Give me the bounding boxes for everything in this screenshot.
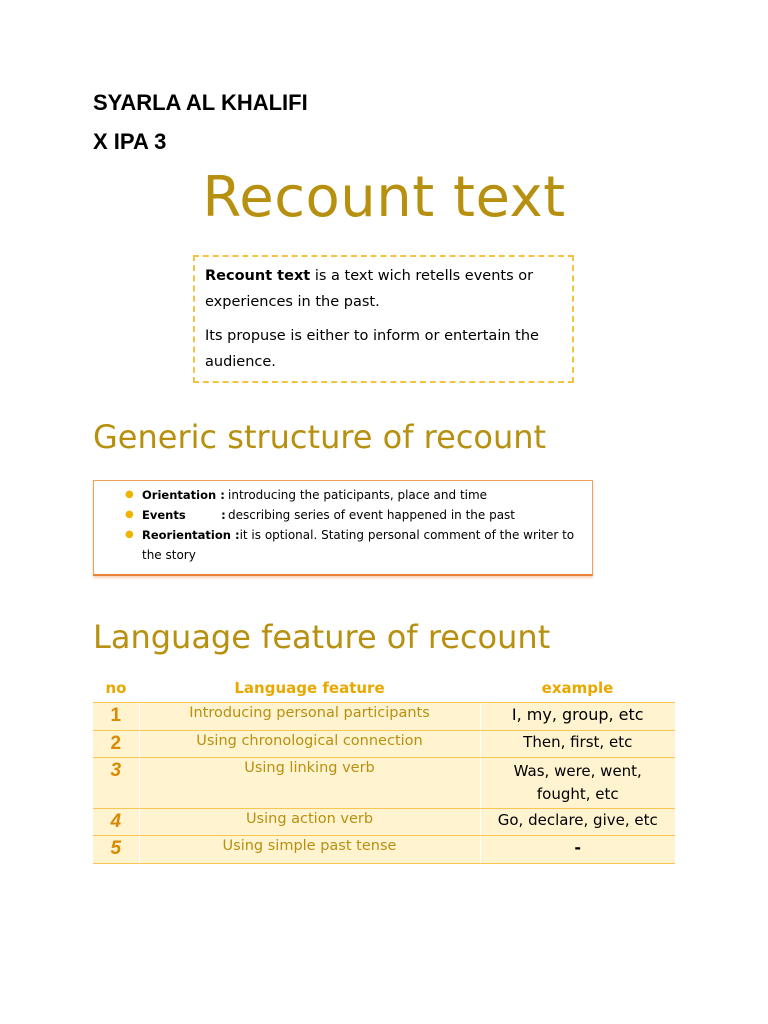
definition-text: is a text wich retells events or experiences in the past. <box>205 268 534 310</box>
page-title: Recount text <box>202 165 566 230</box>
definition-box <box>193 255 574 383</box>
row-example: Then, first, etc <box>480 731 675 758</box>
structure-desc: describing series of event happened in the past <box>228 508 516 522</box>
structure-list <box>114 485 584 565</box>
definition-term: Recount text <box>205 268 311 284</box>
row-feature: Using simple past tense <box>139 836 480 864</box>
row-number: 4 <box>93 809 139 836</box>
bullet-icon: ● <box>125 509 134 520</box>
row-feature: Using chronological connection <box>139 731 480 758</box>
column-header-example: example <box>541 679 614 697</box>
language-feature-table <box>93 674 675 864</box>
definition-sentence-2: Its propuse is either to inform or entertain the audience. <box>205 328 539 370</box>
table-header-row <box>93 674 675 703</box>
list-item <box>114 485 584 505</box>
table-row <box>93 836 675 864</box>
structure-box <box>93 480 593 576</box>
student-class: X IPA 3 <box>93 129 167 154</box>
row-number: 3 <box>93 758 139 809</box>
row-number: 5 <box>93 836 139 864</box>
row-number: 2 <box>93 731 139 758</box>
student-name: SYARLA AL KHALIFI <box>93 90 308 115</box>
language-heading: Language feature of recount <box>93 618 551 656</box>
structure-desc: it is optional. Stating personal comment of the writer to the story <box>142 528 575 562</box>
list-item <box>114 525 584 565</box>
row-example: Was, were, went, fought, etc <box>480 758 675 809</box>
table-row <box>93 731 675 758</box>
structure-term: Reorientation : <box>142 528 240 542</box>
table-row <box>93 758 675 809</box>
row-number: 1 <box>93 703 139 731</box>
structure-term: Events : <box>142 508 226 522</box>
column-header-no: no <box>105 679 127 697</box>
table-row <box>93 809 675 836</box>
definition-sentence-1 <box>205 263 562 315</box>
structure-term: Orientation : <box>142 488 225 502</box>
bullet-icon: ● <box>125 489 134 500</box>
row-feature: Using linking verb <box>139 758 480 809</box>
table-row <box>93 703 675 731</box>
row-example: - <box>480 836 675 864</box>
row-example: I, my, group, etc <box>480 703 675 731</box>
structure-desc: introducing the paticipants, place and time <box>228 488 488 502</box>
row-feature: Using action verb <box>139 809 480 836</box>
structure-heading: Generic structure of recount <box>93 418 547 456</box>
row-feature: Introducing personal participants <box>139 703 480 731</box>
list-item <box>114 505 584 525</box>
bullet-icon: ● <box>125 529 134 540</box>
row-example: Go, declare, give, etc <box>480 809 675 836</box>
column-header-feature: Language feature <box>234 679 385 697</box>
